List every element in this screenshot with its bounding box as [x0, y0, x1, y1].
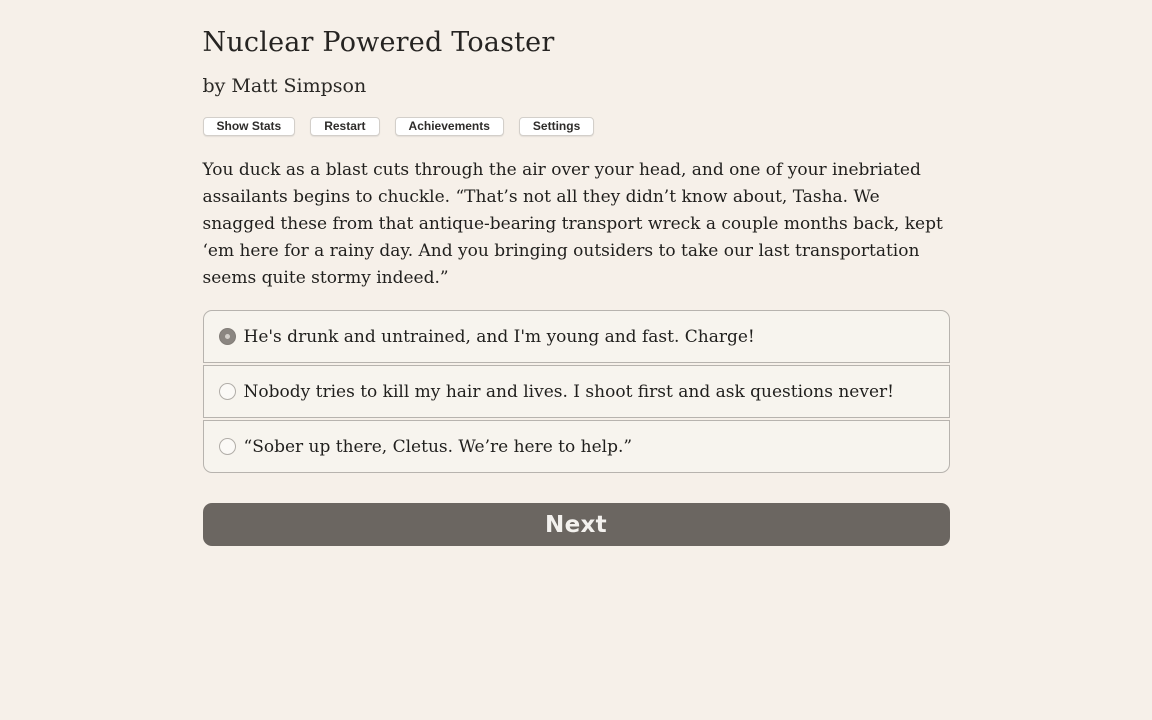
- toolbar: [203, 117, 950, 136]
- show-stats-button[interactable]: Show Stats: [203, 117, 296, 136]
- radio-button-icon[interactable]: [219, 328, 236, 345]
- achievements-button[interactable]: Achievements: [395, 117, 504, 136]
- radio-button-icon[interactable]: [219, 383, 236, 400]
- choice-option-2[interactable]: [203, 365, 950, 418]
- choice-option-label: He's drunk and untrained, and I'm young and fast. Charge!: [243, 326, 755, 347]
- choice-list: [203, 310, 950, 473]
- author-byline: by Matt Simpson: [202, 75, 367, 97]
- choice-option-1[interactable]: [203, 310, 950, 363]
- page-title: Nuclear Powered Toaster: [202, 27, 555, 58]
- settings-button[interactable]: Settings: [519, 117, 594, 136]
- game-page: [203, 0, 950, 546]
- choice-option-label: Nobody tries to kill my hair and lives. I shoot first and ask questions never!: [243, 381, 894, 402]
- story-paragraph: You duck as a blast cuts through the air over your head, and one of your inebriated assailants begins to chuckle. “That’s not all they didn’t know about, Tasha. We snagged these from that antique-bearing transport wreck a couple months back, kept ‘em here for a rainy day. And you bringing outsiders to take our last transportation seems quite stormy indeed.”: [202, 160, 943, 288]
- next-button[interactable]: Next: [203, 503, 950, 546]
- choice-option-label: “Sober up there, Cletus. We’re here to help.”: [243, 436, 633, 457]
- radio-button-icon[interactable]: [219, 438, 236, 455]
- choice-option-3[interactable]: [203, 420, 950, 473]
- restart-button[interactable]: Restart: [310, 117, 379, 136]
